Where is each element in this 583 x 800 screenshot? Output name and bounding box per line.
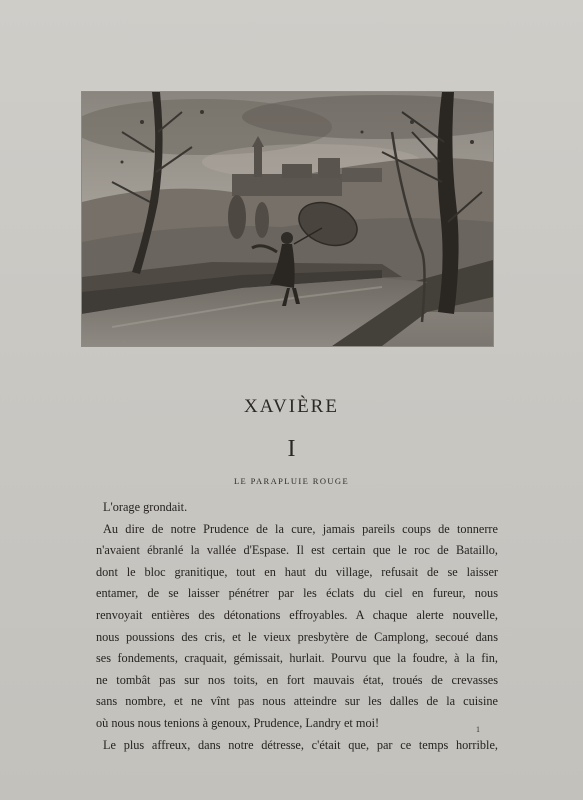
text-line: n'avaient ébranlé la vallée d'Espase. Il est certain que le roc de Bataillo, — [96, 543, 498, 558]
chapter-title: LE PARAPLUIE ROUGE — [233, 476, 350, 486]
text-line: dont le bloc granitique, tout en haut du village, refusait de se laisser — [96, 564, 498, 579]
text-line: ne tombât pas sur nos toits, en fort mauvais état, troués de crevasses — [96, 672, 498, 687]
illustration-plate — [82, 92, 493, 346]
book-title: XAVIÈRE — [244, 396, 339, 417]
text-line: sans nombre, et ne vînt pas nous atteindre sur les dalles de la cuisine — [96, 694, 498, 709]
page-number: 1 — [476, 725, 480, 734]
engraving-girl-with-umbrella-illustration — [82, 92, 493, 346]
text-line: où nous nous tenions à genoux, Prudence, Landry et moi! — [96, 715, 380, 730]
text-line: nous poussions des cris, et le vieux presbytère de Camplong, secoué dans — [96, 629, 498, 644]
text-line: entamer, de se laisser pénétrer par les éclats du ciel en fureur, nous — [96, 586, 498, 601]
text-line: renvoyait entières des détonations effroyables. A chaque alerte nouvelle, — [96, 607, 498, 622]
body-text — [96, 497, 498, 756]
text-line: Le plus affreux, dans notre détresse, c'était que, par ce temps horrible, — [103, 737, 498, 752]
text-line: ses fondements, craquait, gémissait, hurlait. Pourvu que la foudre, à la fin, — [96, 651, 498, 666]
text-line: Au dire de notre Prudence de la cure, jamais pareils coups de tonnerre — [103, 521, 498, 536]
chapter-number: I — [287, 436, 296, 462]
text-line: L'orage grondait. — [103, 500, 188, 514]
